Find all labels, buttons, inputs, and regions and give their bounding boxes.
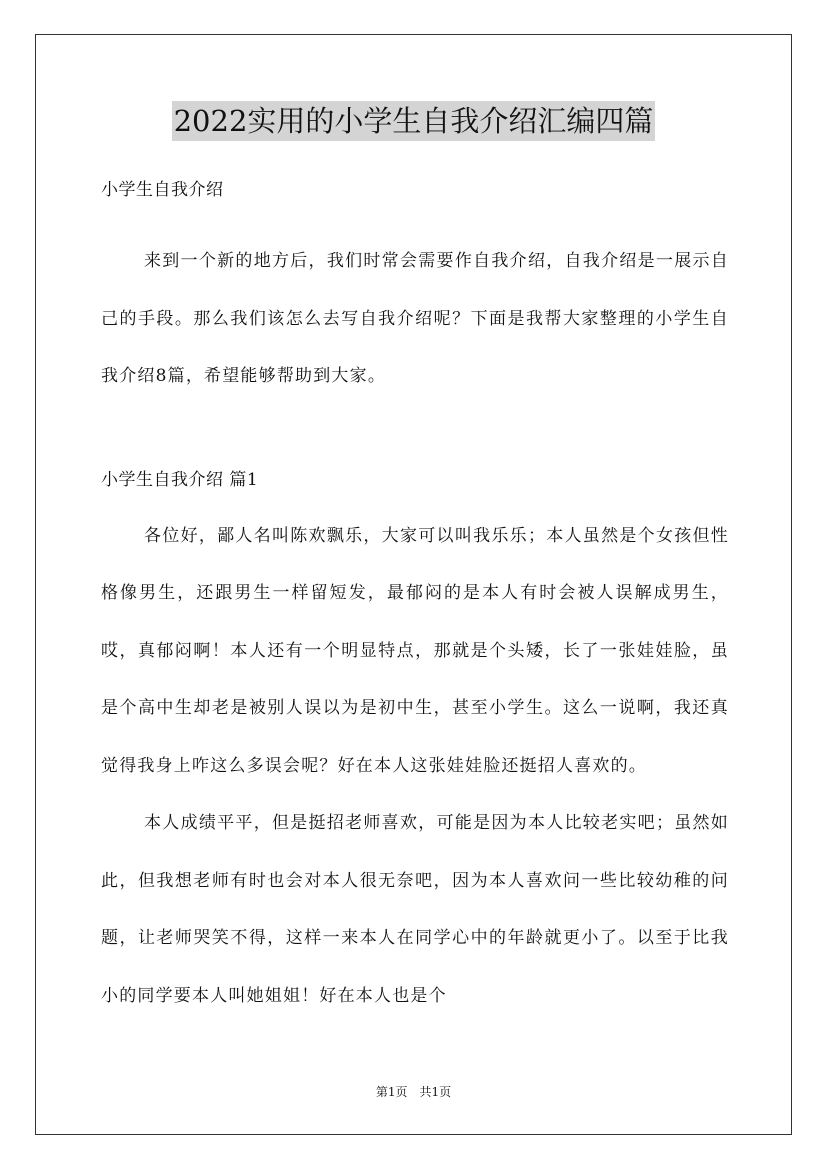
section-heading: 小学生自我介绍 篇1 xyxy=(101,469,259,490)
body-paragraph-1: 各位好，鄙人名叫陈欢飘乐，大家可以叫我乐乐；本人虽然是个女孩但性格像男生，还跟男生一样留短发，最郁闷的是本人有时会被人误解成男生，哎，真郁闷啊！本人还有一个明显特点，那就是个头矮，长了一张娃娃脸，虽是个高中生却老是被别人误以为是初中生，甚至小学生。这么一说啊，我还真觉得我身上咋这么多误会呢？好在本人这张娃娃脸还挺招人喜欢的。 xyxy=(101,525,729,776)
document-title: 2022实用的小学生自我介绍汇编四篇 xyxy=(172,101,656,141)
title-container xyxy=(0,101,827,141)
body-paragraph-2: 本人成绩平平，但是挺招老师喜欢，可能是因为本人比较老实吧；虽然如此，但我想老师有时也会对本人很无奈吧，因为本人喜欢问一些比较幼稚的问题，让老师哭笑不得，这样一来本人在同学心中的年龄就更小了。以至于比我小的同学要本人叫她姐姐！好在本人也是个 xyxy=(101,813,729,1006)
intro-paragraph: 来到一个新的地方后，我们时常会需要作自我介绍，自我介绍是一展示自己的手段。那么我们该怎么去写自我介绍呢？下面是我帮大家整理的小学生自我介绍8篇，希望能够帮助到大家。 xyxy=(101,251,729,386)
intro-heading: 小学生自我介绍 xyxy=(101,180,224,200)
document-body xyxy=(101,176,729,1025)
page-footer: 第1页 共1页 xyxy=(375,1085,452,1099)
